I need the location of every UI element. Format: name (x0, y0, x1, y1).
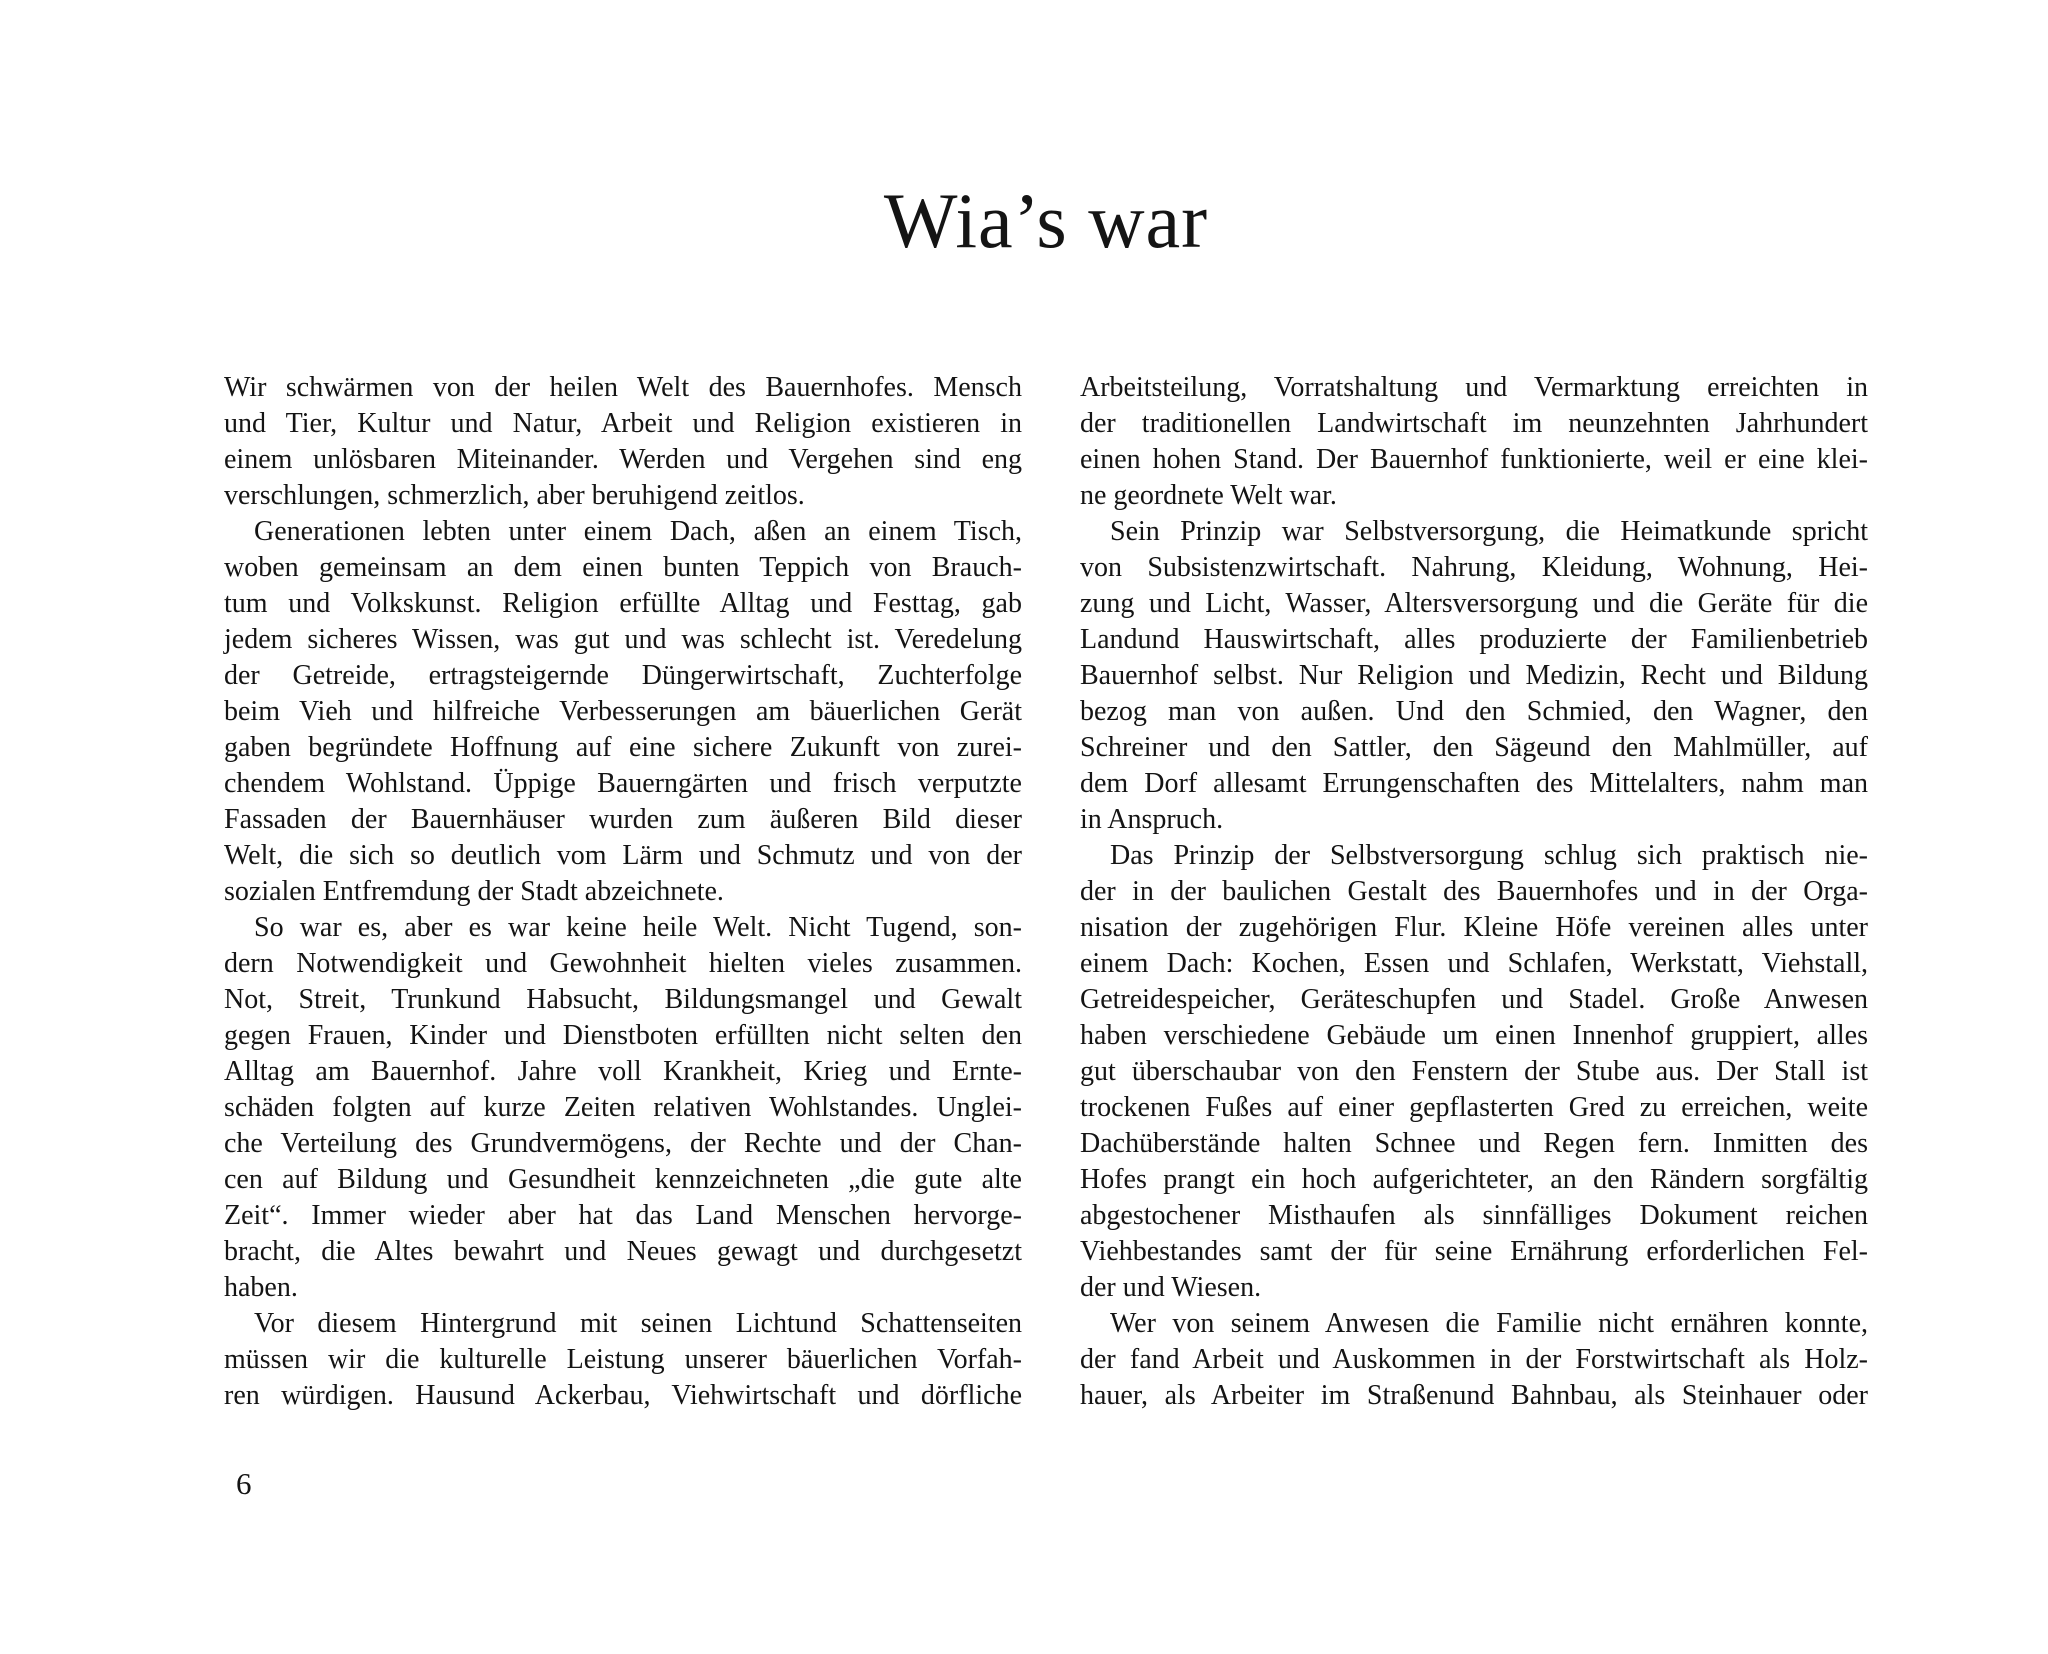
text-line: der in der baulichen Gestalt des Bauernhofes und in der Orga- (1080, 876, 1868, 907)
text-line: beim Vieh und hilfreiche Verbesserungen am bäuerlichen Gerät (224, 696, 1022, 727)
text-line: cen auf Bildung und Gesundheit kennzeichneten „die gute alte (224, 1164, 1022, 1195)
text-line: hauer, als Arbeiter im Straßenund Bahnbau, als Steinhauer oder (1080, 1380, 1868, 1411)
page-title: Wia’s war (883, 177, 1209, 264)
text-line: haben verschiedene Gebäude um einen Innenhof gruppiert, alles (1080, 1020, 1868, 1051)
text-line: Wer von seinem Anwesen die Familie nicht ernähren konnte, (1110, 1308, 1868, 1339)
text-line: tum und Volkskunst. Religion erfüllte Alltag und Festtag, gab (224, 588, 1022, 619)
text-line: haben. (224, 1272, 298, 1303)
text-line: Wir schwärmen von der heilen Welt des Bauernhofes. Mensch (224, 372, 1022, 403)
text-line: Zeit“. Immer wieder aber hat das Land Menschen hervorge- (224, 1200, 1022, 1231)
text-line: einem unlösbaren Miteinander. Werden und Vergehen sind eng (224, 444, 1022, 475)
text-line: Arbeitsteilung, Vorratshaltung und Vermarktung erreichten in (1080, 372, 1868, 403)
text-line: dem Dorf allesamt Errungenschaften des Mittelalters, nahm man (1080, 768, 1868, 799)
text-line: Das Prinzip der Selbstversorgung schlug sich praktisch nie- (1110, 840, 1868, 871)
text-line: che Verteilung des Grundvermögens, der Rechte und der Chan- (224, 1128, 1022, 1159)
text-line: Sein Prinzip war Selbstversorgung, die Heimatkunde spricht (1110, 516, 1868, 547)
text-line: der traditionellen Landwirtschaft im neunzehnten Jahrhundert (1080, 408, 1868, 439)
text-line: Vor diesem Hintergrund mit seinen Lichtund Schattenseiten (254, 1308, 1022, 1339)
text-line: jedem sicheres Wissen, was gut und was schlecht ist. Veredelung (224, 624, 1022, 655)
text-line: einen hohen Stand. Der Bauernhof funktionierte, weil er eine klei- (1080, 444, 1868, 475)
text-line: abgestochener Misthaufen als sinnfälliges Dokument reichen (1080, 1200, 1868, 1231)
text-line: dern Notwendigkeit und Gewohnheit hielten vieles zusammen. (224, 948, 1022, 979)
text-line: Bauernhof selbst. Nur Religion und Medizin, Recht und Bildung (1080, 660, 1868, 691)
text-line: gut überschaubar von den Fenstern der Stube aus. Der Stall ist (1080, 1056, 1868, 1087)
text-line: zung und Licht, Wasser, Altersversorgung und die Geräte für die (1080, 588, 1868, 619)
paragraph (224, 1306, 1022, 1414)
text-column-right (1080, 370, 1868, 1414)
text-line: Alltag am Bauernhof. Jahre voll Krankheit, Krieg und Ernte- (224, 1056, 1022, 1087)
text-line: Dachüberstände halten Schnee und Regen fern. Inmitten des (1080, 1128, 1868, 1159)
page-number: 6 (236, 1466, 252, 1501)
text-line: trockenen Fußes auf einer gepflasterten Gred zu erreichen, weite (1080, 1092, 1868, 1123)
text-line: von Subsistenzwirtschaft. Nahrung, Kleidung, Wohnung, Hei- (1080, 552, 1868, 583)
text-line: So war es, aber es war keine heile Welt. Nicht Tugend, son- (254, 912, 1022, 943)
text-line: Viehbestandes samt der für seine Ernährung erforderlichen Fel- (1080, 1236, 1868, 1267)
text-line: Welt, die sich so deutlich vom Lärm und Schmutz und von der (224, 840, 1022, 871)
text-line: und Tier, Kultur und Natur, Arbeit und Religion existieren in (224, 408, 1022, 439)
text-line: sozialen Entfremdung der Stadt abzeichnete. (224, 876, 724, 907)
text-line: der und Wiesen. (1080, 1272, 1262, 1303)
text-line: gaben begründete Hoffnung auf eine sichere Zukunft von zurei- (224, 732, 1022, 763)
text-line: müssen wir die kulturelle Leistung unserer bäuerlichen Vorfah- (224, 1344, 1022, 1375)
paragraph (1080, 514, 1868, 838)
paragraph (224, 910, 1022, 1306)
text-block (224, 370, 1868, 1414)
text-line: nisation der zugehörigen Flur. Kleine Höfe vereinen alles unter (1080, 912, 1868, 943)
paragraph (1080, 370, 1868, 514)
text-line: einem Dach: Kochen, Essen und Schlafen, Werkstatt, Viehstall, (1080, 948, 1868, 979)
text-line: ne geordnete Welt war. (1080, 480, 1337, 511)
text-line: gegen Frauen, Kinder und Dienstboten erfüllten nicht selten den (224, 1020, 1022, 1051)
paragraph (1080, 838, 1868, 1306)
text-line: bezog man von außen. Und den Schmied, den Wagner, den (1080, 696, 1868, 727)
paragraph (1080, 1306, 1868, 1414)
text-line: woben gemeinsam an dem einen bunten Teppich von Brauch- (224, 552, 1022, 583)
text-line: schäden folgten auf kurze Zeiten relativen Wohlstandes. Unglei- (224, 1092, 1022, 1123)
text-line: ren würdigen. Hausund Ackerbau, Viehwirtschaft und dörfliche (224, 1380, 1022, 1411)
paragraph (224, 514, 1022, 910)
text-line: chendem Wohlstand. Üppige Bauerngärten und frisch verputzte (224, 768, 1022, 799)
text-line: Not, Streit, Trunkund Habsucht, Bildungsmangel und Gewalt (224, 984, 1022, 1015)
text-line: Getreidespeicher, Geräteschupfen und Stadel. Große Anwesen (1080, 984, 1868, 1015)
text-line: der Getreide, ertragsteigernde Düngerwirtschaft, Zuchterfolge (224, 660, 1022, 691)
text-line: in Anspruch. (1080, 804, 1224, 835)
text-line: der fand Arbeit und Auskommen in der Forstwirtschaft als Holz- (1080, 1344, 1868, 1375)
text-line: Fassaden der Bauernhäuser wurden zum äußeren Bild dieser (224, 804, 1022, 835)
text-line: Hofes prangt ein hoch aufgerichteter, an den Rändern sorgfältig (1080, 1164, 1868, 1195)
text-column-left (224, 370, 1022, 1414)
paragraph (224, 370, 1022, 514)
text-line: verschlungen, schmerzlich, aber beruhigend zeitlos. (224, 480, 805, 511)
text-line: Generationen lebten unter einem Dach, aßen an einem Tisch, (254, 516, 1022, 547)
text-line: Schreiner und den Sattler, den Sägeund den Mahlmüller, auf (1080, 732, 1868, 763)
text-line: Landund Hauswirtschaft, alles produzierte der Familienbetrieb (1080, 624, 1868, 655)
text-line: bracht, die Altes bewahrt und Neues gewagt und durchgesetzt (224, 1236, 1022, 1267)
